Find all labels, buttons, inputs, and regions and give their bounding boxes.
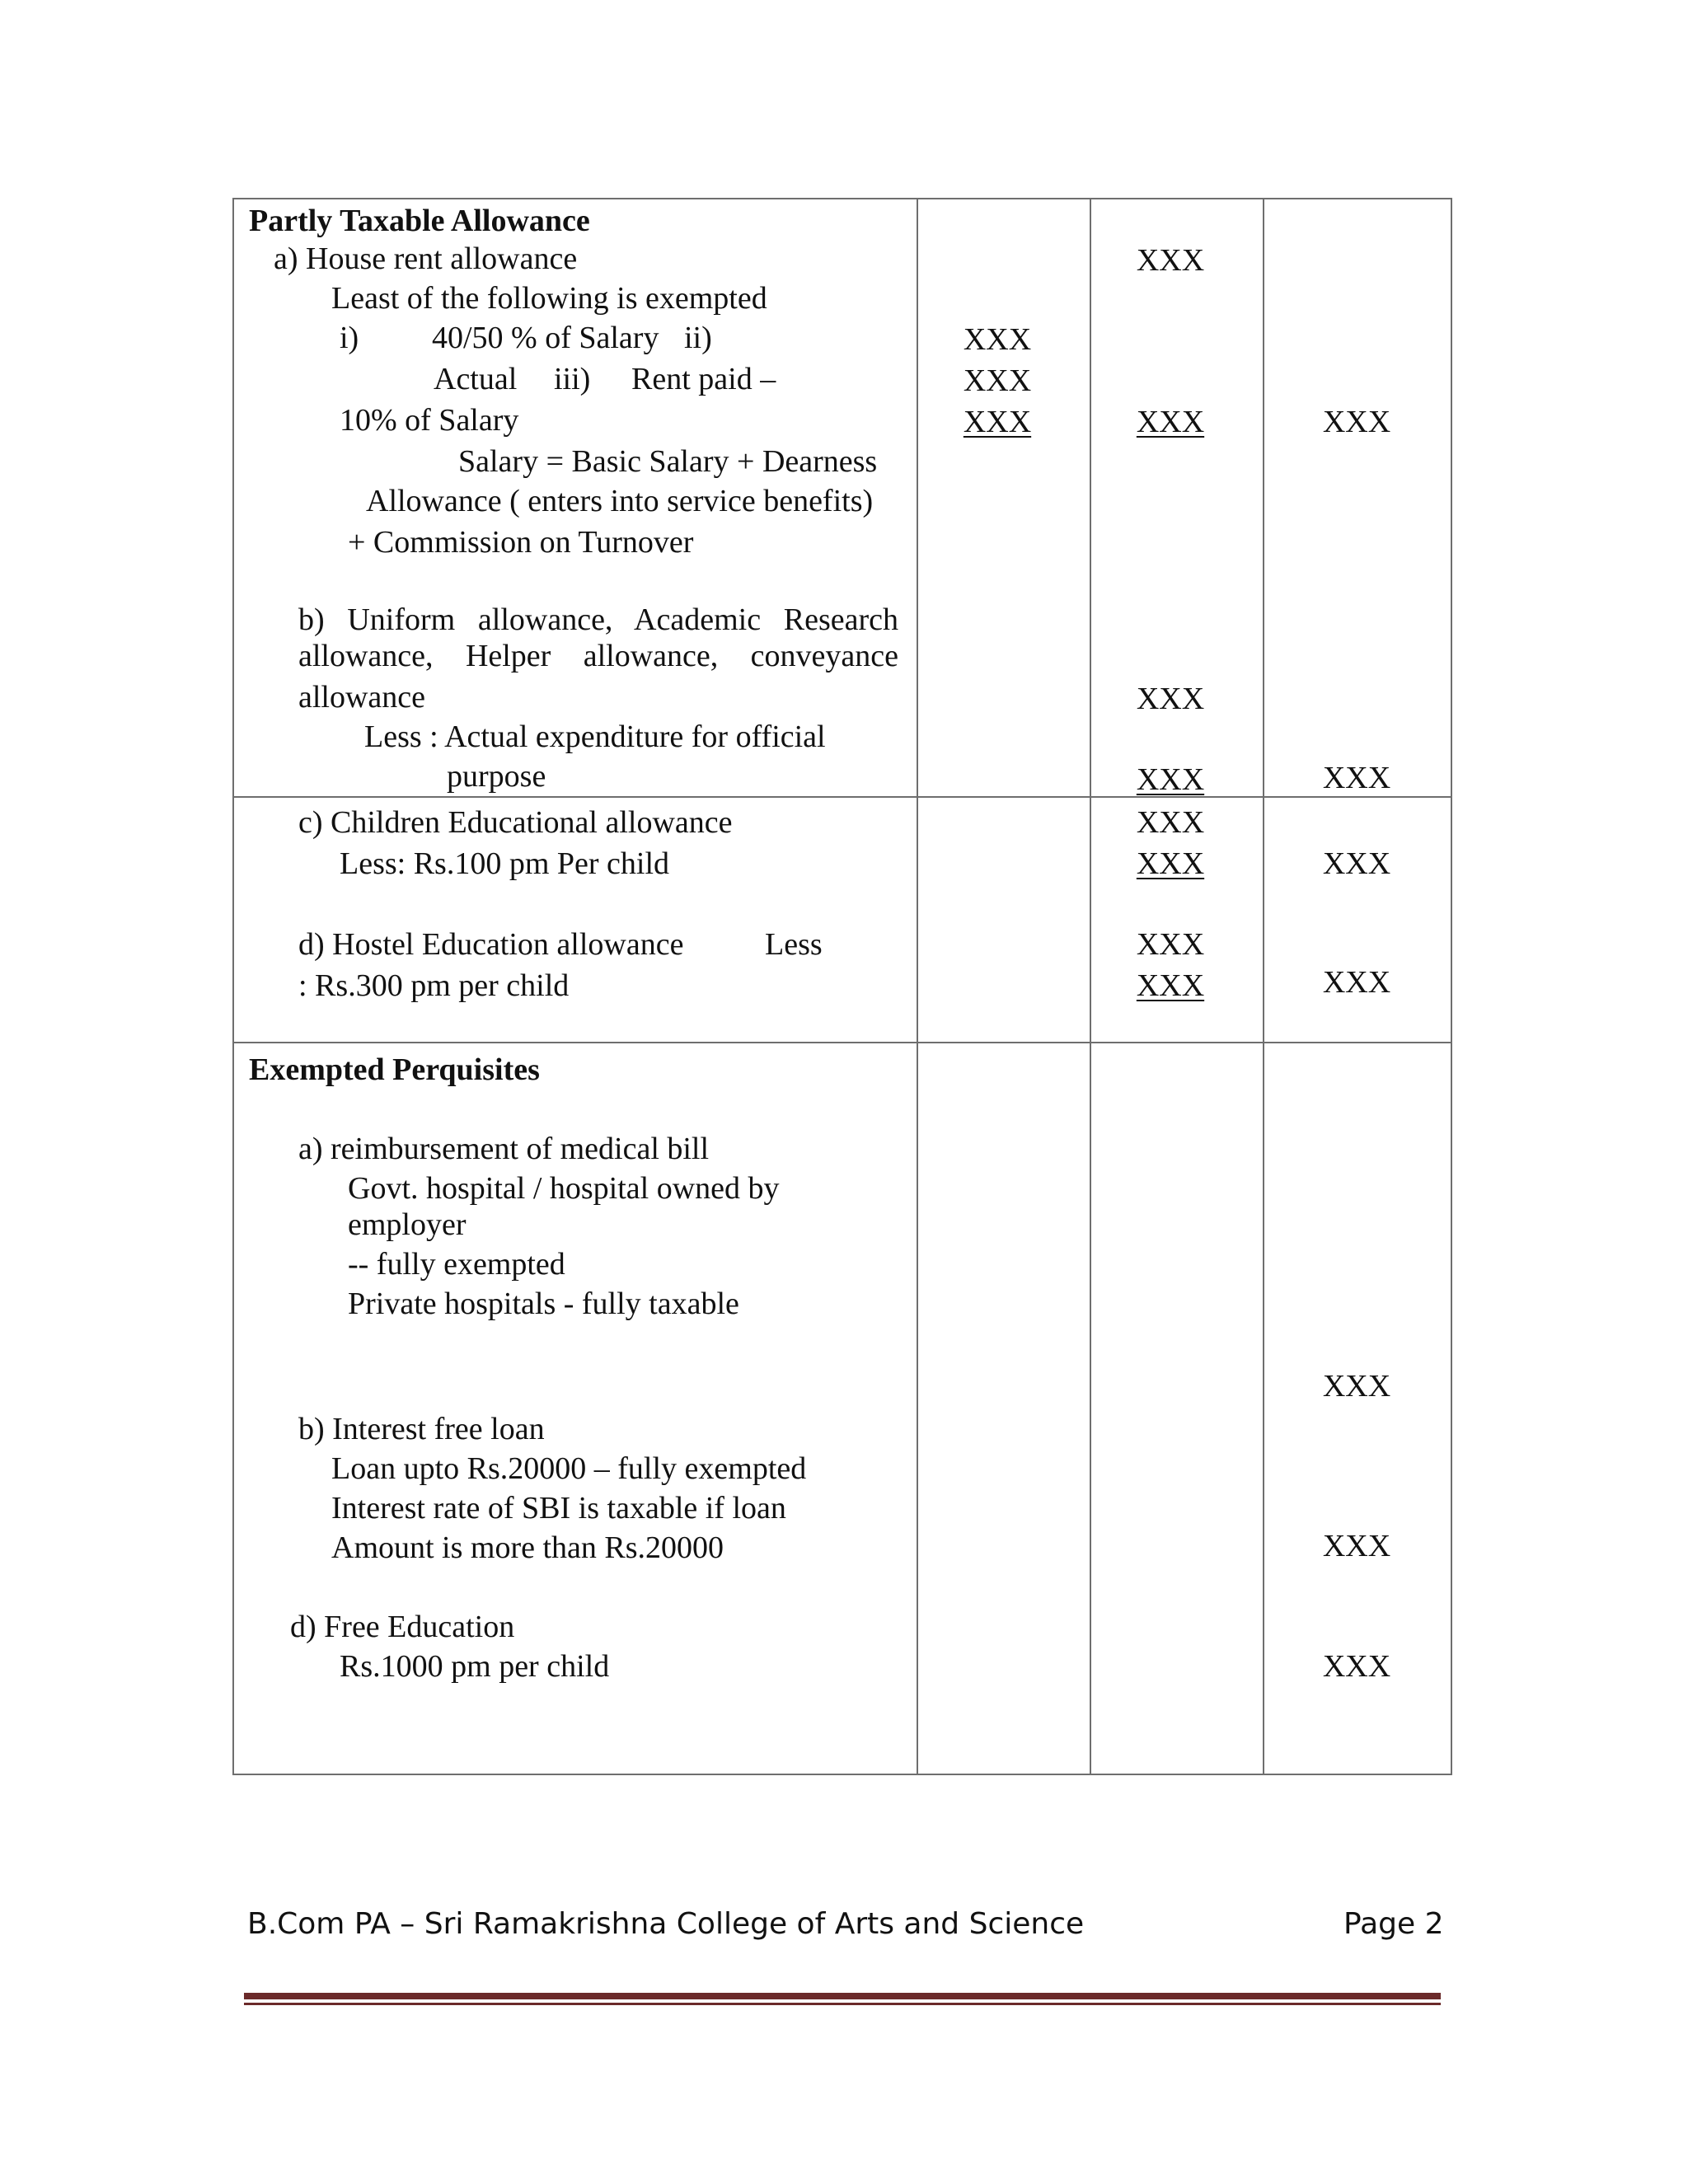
- loan-title: b) Interest free loan: [298, 1412, 545, 1446]
- value-cell: XXX: [1322, 1369, 1391, 1404]
- table-row-divider: [232, 796, 1452, 798]
- uniform-line: allowance, Helper allowance, conveyance: [298, 639, 899, 673]
- hra-salary-definition: Salary = Basic Salary + Dearness: [458, 444, 878, 479]
- value-cell: XXX: [1136, 682, 1205, 716]
- footer-page-number: Page 2: [1343, 1907, 1444, 1941]
- uniform-less-line: purpose: [447, 759, 546, 794]
- medical-line: Govt. hospital / hospital owned by: [348, 1171, 780, 1206]
- loan-line: Interest rate of SBI is taxable if loan: [331, 1491, 786, 1526]
- uniform-line: b) Uniform allowance, Academic Research: [298, 602, 899, 637]
- table-column-divider: [1090, 198, 1091, 1775]
- loan-line: Loan upto Rs.20000 – fully exempted: [331, 1451, 807, 1486]
- loan-line: Amount is more than Rs.20000: [331, 1530, 724, 1565]
- hra-item-ii-number: ii): [684, 321, 712, 355]
- hostel-edu-continuation: : Rs.300 pm per child: [298, 968, 570, 1003]
- table-border-right: [1451, 198, 1452, 1775]
- hra-item-ii-text: Actual: [434, 362, 518, 396]
- value-cell: XXX: [1136, 927, 1205, 962]
- children-edu-title: c) Children Educational allowance: [298, 805, 733, 840]
- value-cell: XXX: [1322, 1529, 1391, 1563]
- value-cell: XXX: [1322, 965, 1391, 1000]
- hra-title: a) House rent allowance: [274, 241, 578, 276]
- value-cell: XXX: [1136, 243, 1205, 278]
- children-edu-less: Less: Rs.100 pm Per child: [340, 846, 670, 881]
- table-border-top: [232, 198, 1452, 199]
- section-heading-partly-taxable: Partly Taxable Allowance: [249, 204, 590, 238]
- hra-item-i-number: i): [340, 321, 359, 355]
- value-cell: XXX: [1322, 405, 1391, 439]
- value-cell: XXX: [1322, 846, 1391, 881]
- table-column-divider: [917, 198, 918, 1775]
- value-cell: XXX: [963, 405, 1032, 439]
- value-cell: XXX: [963, 363, 1032, 398]
- footer-rule: [244, 1993, 1441, 1999]
- hra-least-line: Least of the following is exempted: [331, 281, 767, 316]
- medical-line: Private hospitals - fully taxable: [348, 1286, 739, 1321]
- value-cell: XXX: [1136, 968, 1205, 1003]
- section-heading-exempted-perquisites: Exempted Perquisites: [249, 1052, 540, 1087]
- value-cell: XXX: [1136, 846, 1205, 881]
- allowance-table: [232, 198, 1452, 1775]
- hra-item-iii-number: iii): [554, 362, 591, 396]
- hra-salary-definition: + Commission on Turnover: [348, 525, 694, 560]
- value-cell: XXX: [1322, 761, 1391, 795]
- footer-college-name: B.Com PA – Sri Ramakrishna College of Arts and Science: [247, 1907, 1085, 1941]
- free-education-line: Rs.1000 pm per child: [340, 1649, 610, 1684]
- medical-line: -- fully exempted: [348, 1247, 565, 1282]
- uniform-line: allowance: [298, 680, 426, 715]
- value-cell: XXX: [963, 322, 1032, 357]
- table-column-divider: [1263, 198, 1264, 1775]
- free-education-title: d) Free Education: [290, 1610, 515, 1644]
- hostel-edu-title: d) Hostel Education allowance: [298, 927, 684, 962]
- uniform-allowance-paragraph: [298, 602, 898, 674]
- table-border-left: [232, 198, 234, 1775]
- medical-title: a) reimbursement of medical bill: [298, 1132, 710, 1166]
- footer-rule: [244, 2003, 1441, 2005]
- hra-item-iii-continuation: 10% of Salary: [340, 403, 519, 438]
- hra-salary-definition: Allowance ( enters into service benefits): [366, 484, 874, 518]
- value-cell: XXX: [1136, 405, 1205, 439]
- hra-item-iii-text: Rent paid –: [631, 362, 776, 396]
- hostel-edu-less-word: Less: [765, 927, 823, 962]
- value-cell: XXX: [1136, 762, 1205, 797]
- value-cell: XXX: [1322, 1649, 1391, 1684]
- value-cell: XXX: [1136, 805, 1205, 840]
- medical-line: employer: [348, 1207, 467, 1242]
- uniform-less-line: Less : Actual expenditure for official: [364, 719, 826, 754]
- hra-item-i-text: 40/50 % of Salary: [432, 321, 659, 355]
- table-row-divider: [232, 1042, 1452, 1043]
- table-border-bottom: [232, 1774, 1452, 1775]
